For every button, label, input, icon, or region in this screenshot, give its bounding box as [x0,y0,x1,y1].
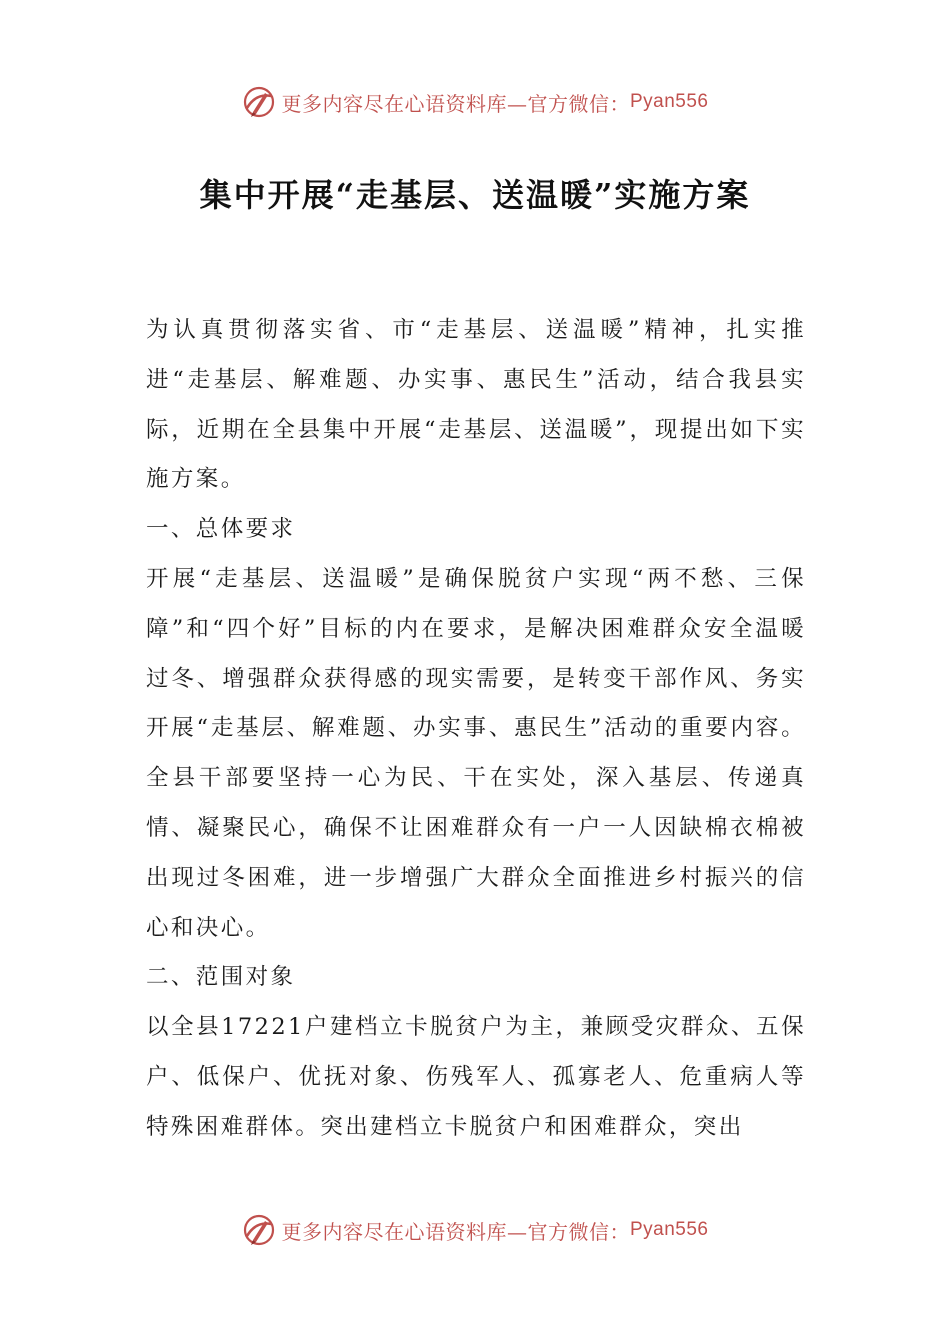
footer-watermark [0,1212,950,1248]
watermark-wechat-id: Pyan556 [629,1219,709,1240]
document-body [146,306,806,1153]
paragraph-intro: 为认真贯彻落实省、市“走基层、送温暖”精神，扎实推进“走基层、解难题、办实事、惠民生”活动，结合我县实际，近期在全县集中开展“走基层、送温暖”，现提出如下实施方案。 [146,317,806,493]
section-heading-2: 二、范围对象 [146,964,296,991]
watermark-text: 更多内容尽在心语资料库—官方微信： [281,1219,630,1244]
paragraph-general-requirements: 开展“走基层、送温暖”是确保脱贫户实现“两不愁、三保障”和“四个好”目标的内在要求，是解决困难群众安全温暖过冬、增强群众获得感的现实需要，是转变干部作风、务实开展“走基层、解难题、办实事、惠民生”活动的重要内容。全县干部要坚持一心为民、干在实处，深入基层、传递真情、凝聚民心，确保不让困难群众有一户一人因缺棉衣棉被出现过冬困难，进一步增强广大群众全面推进乡村振兴的信心和决心。 [146,565,806,941]
watermark-text: 更多内容尽在心语资料库—官方微信： [281,91,630,116]
pen-ribbon-logo-icon [241,1212,277,1248]
document-title: 集中开展“走基层、送温暖”实施方案 [199,176,751,214]
watermark-wechat-id: Pyan556 [629,91,709,112]
header-watermark [0,84,950,120]
section-heading-1: 一、总体要求 [146,516,296,543]
paragraph-scope: 以全县17221户建档立卡脱贫户为主，兼顾受灾群众、五保户、低保户、优抚对象、伤残军人、孤寡老人、危重病人等特殊困难群体。突出建档立卡脱贫户和困难群众，突出 [146,1014,806,1140]
pen-ribbon-logo-icon [241,84,277,120]
